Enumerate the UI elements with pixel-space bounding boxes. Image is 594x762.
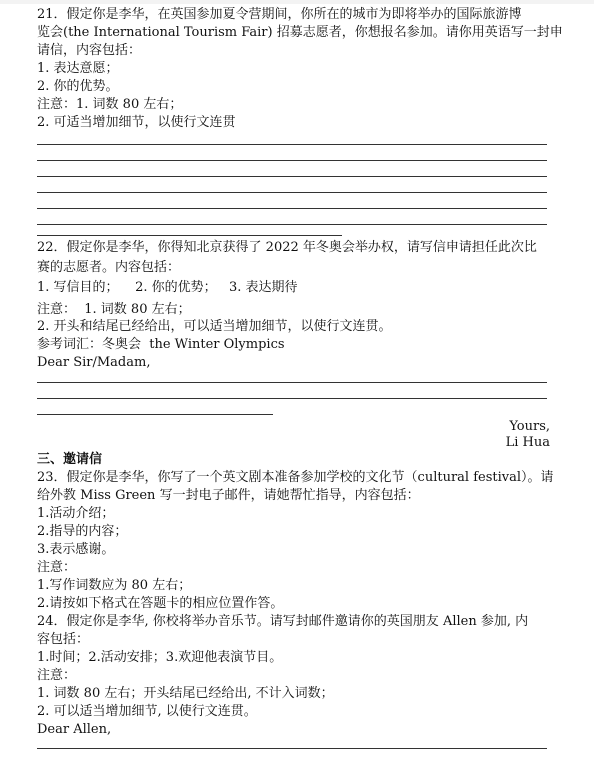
q24-greeting: Dear Allen, [37,722,112,737]
q21-item-1: 1. 表达意愿； [37,61,119,76]
q22-greeting: Dear Sir/Madam, [37,355,151,370]
q21-line-3: 请信，内容包括： [37,43,142,58]
q24-line-1: 24．假定你是李华, 你校将举办音乐节。请写封邮件邀请你的英国朋友 Allen 参加, 内 [37,614,529,629]
q22-answer-line-short [37,414,273,415]
q21-answer-line [37,176,547,177]
q22-answer-line [37,382,547,383]
q23-note-2: 2.请按如下格式在答题卡的相应位置作答。 [37,596,284,611]
q24-line-2: 容包括： [37,632,90,647]
q22-line-1: 22．假定你是李华，你得知北京获得了 2022 年冬奥会举办权，请写信申请担任此次比 [37,240,537,255]
q21-answer-line [37,160,547,161]
q23-line-2: 给外教 Miss Green 写一封电子邮件，请她帮忙指导，内容包括： [37,488,420,503]
q22-answer-line [37,398,547,399]
q23-item-2: 2.指导的内容； [37,524,128,539]
q24-note-2: 2. 可以适当增加细节, 以使行文连贯。 [37,704,257,719]
q23-item-1: 1.活动介绍； [37,506,115,521]
q24-items: 1.时间；2.活动安排；3.欢迎他表演节目。 [37,650,283,665]
q23-line-1: 23．假定你是李华，你写了一个英文剧本准备参加学校的文化节（cultural festival）。请 [37,470,554,485]
q24-note-label: 注意： [37,668,77,683]
page-top-edge [0,0,594,4]
q22-line-2: 赛的志愿者。内容包括： [37,260,181,275]
q21-answer-line [37,208,547,209]
q21-note-2: 2. 可适当增加细节，以使行文连贯 [37,115,236,130]
q23-item-3: 3.表示感谢。 [37,542,115,557]
section-3-title: 三、邀请信 [37,452,103,467]
q22-items: 1. 写信目的； 2. 你的优势； 3. 表达期待 [37,280,298,295]
q21-note-1: 注意：1. 词数 80 左右； [37,97,183,112]
q24-note-1: 1. 词数 80 左右；开头结尾已经给出, 不计入词数； [37,686,334,701]
q21-answer-line [37,192,547,193]
q21-line-2: 览会(the International Tourism Fair) 招募志愿者，你想报名参加。请你用英语写一封申 [37,25,563,40]
q21-line-1: 21．假定你是李华，在英国参加夏令营期间，你所在的城市为即将举办的国际旅游博 [37,7,522,22]
q22-note-1: 注意： 1. 词数 80 左右； [37,302,191,317]
q21-answer-line [37,144,547,145]
q22-signature: Li Hua [505,435,550,450]
q21-answer-line-short [37,235,342,236]
q22-closing: Yours, [509,419,550,434]
q22-note-2: 2. 开头和结尾已经给出，可以适当增加细节，以使行文连贯。 [37,319,392,334]
q22-vocab: 参考词汇：冬奥会 the Winter Olympics [37,337,285,352]
q24-answer-line [37,748,547,749]
q23-note-label: 注意： [37,560,77,575]
q23-note-1: 1.写作词数应为 80 左右； [37,578,192,593]
q21-item-2: 2. 你的优势。 [37,79,119,94]
q21-answer-line [37,224,547,225]
